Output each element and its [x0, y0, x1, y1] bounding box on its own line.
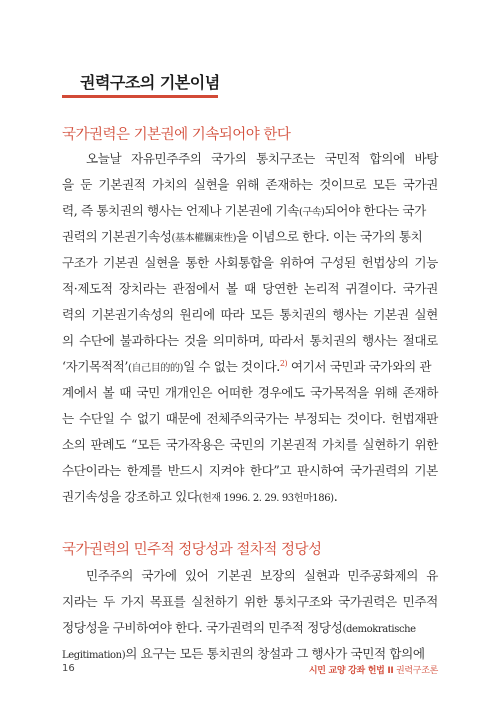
body-line: 권기속성을 강조하고 있다(헌재 1996. 2. 29. 93헌마186). [62, 489, 338, 504]
body-line: 의 수단에 불과하다는 것을 의미하며, 따라서 통치권의 행사는 절대로 [62, 333, 438, 348]
body-line: 권력의 기본권기속성(基本權羈束性)을 이념으로 한다. 이는 국가의 통치 [62, 229, 423, 244]
section-heading-1: 국가권력은 기본권에 기속되어야 한다 [62, 127, 291, 143]
body-line: 력, 즉 통치권의 행사는 언제나 기본권에 기속(구속)되어야 한다는 국가 [62, 203, 426, 218]
body-line: 소의 판례도 “모든 국가작용은 국민의 기본권적 가치를 실현하기 위한 [62, 437, 438, 452]
body-line: 수단이라는 한계를 반드시 지켜야 한다”고 판시하여 국가권력의 기본 [62, 463, 438, 478]
running-title [309, 663, 438, 676]
body-line: ‘자기목적적’(自己目的的)일 수 없는 것이다.$^{2)}$ 여기서 국민과 국가와의 관 [62, 358, 432, 374]
page-number: 16 [62, 663, 75, 674]
body-line: 지라는 두 가지 목표를 실천하기 위한 통치구조와 국가권력은 민주적 [62, 594, 438, 609]
chapter-title: 권력구조의 기본이념 [80, 73, 220, 92]
body-line: 민주주의 국가에 있어 기본권 보장의 실현과 민주공화제의 유 [86, 568, 438, 583]
body-line: Legitimation)의 요구는 모든 통치권의 창설과 그 행사가 국민적 합의에 [62, 646, 425, 661]
body-line: 정당성을 구비하여야 한다. 국가권력의 민주적 정당성(demokratische [62, 620, 416, 635]
body-line: 계에서 볼 때 국민 개개인은 어떠한 경우에도 국가목적을 위해 존재하 [62, 385, 438, 400]
body-line: 력의 기본권기속성의 원리에 따라 모든 통치권의 행사는 기본권 실현 [62, 307, 438, 322]
running-title-chapter: 권력구조론 [396, 666, 438, 676]
footnote-marker[interactable]: 2) [279, 358, 288, 368]
body-line: 는 수단일 수 없기 때문에 전체주의국가는 부정되는 것이다. 헌법재판 [62, 411, 438, 426]
body-line: 적·제도적 장치라는 관점에서 볼 때 당연한 논리적 귀결이다. 국가권 [62, 281, 438, 296]
running-title-series: 시민 교양 강좌 헌법 II [308, 666, 394, 676]
body-line: 구조가 기본권 실현을 통한 사회통합을 위하여 구성된 헌법상의 기능 [62, 255, 438, 270]
title-underline [62, 95, 218, 98]
body-line: 을 둔 기본권적 가치의 실현을 위해 존재하는 것이므로 모든 국가권 [62, 177, 438, 192]
section-heading-2: 국가권력의 민주적 정당성과 절차적 정당성 [62, 542, 322, 558]
body-line: 오늘날 자유민주주의 국가의 통치구조는 국민적 합의에 바탕 [86, 151, 438, 166]
